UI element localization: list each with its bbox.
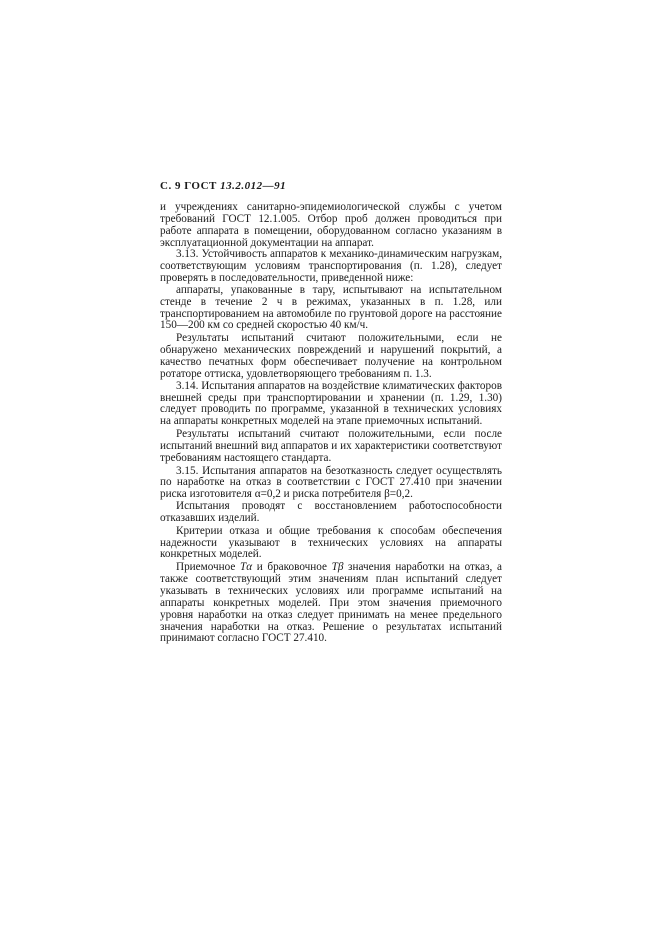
paragraph-failure-criteria: Критерии отказа и общие требования к способам обеспечения надежности указывают в технических условиях на аппараты конкретных моделей. [160,524,502,561]
document-body [160,202,502,645]
paragraph-3-14-results: Результаты испытаний считают положительными, если после испытаний внешний вид аппаратов и их характеристики соответствуют требованиям настоящего стандарта. [160,428,502,464]
mtbf-text-2: и браковочное [252,561,332,574]
paragraph-3-13-results: Результаты испытаний считают положительными, если не обнаружено механических повреждений и нарушений покрытий, а качество печатных форм обеспечивает получение на контрольном ротаторе оттиска, удовлетворяющего требованиям п. 1.3. [160,332,502,380]
paragraph-3-13-procedure: аппараты, упакованные в тару, испытывают на испытательном стенде в течение 2 ч в режимах, указанных в п. 1.28, или транспортированием на автомобиле по грунтовой дороге на расстояние 150—200 км со средней скоростью 40 км/ч. [160,283,502,332]
paragraph-3-14: 3.14. Испытания аппаратов на воздействие климатических факторов внешней среды при транспортировании и хранении (п. 1.29, 1.30) следует проводить по программе, указанной в технических условиях на аппараты конкретных моделей на этапе приемочных испытаний. [160,379,502,428]
paragraph-3-13: 3.13. Устойчивость аппаратов к механико-динамическим нагрузкам, соответствующим условиям транспортирования (п. 1.28), следует проверять в последовательности, приведенной ниже: [160,248,502,285]
t-beta-symbol: Tβ [331,561,344,574]
paragraph-3-15: 3.15. Испытания аппаратов на безотказность следует осуществлять по наработке на отказ в соответствии с ГОСТ 27.410 при значении риска изготовителя α=0,2 и риска потребителя β=0,2. [160,464,502,501]
page-header-prefix: С. 9 ГОСТ [160,180,217,192]
paragraph-3-15-recovery: Испытания проводят с восстановлением работоспособности отказавших изделий. [160,500,502,524]
mtbf-text-1: Приемочное [176,561,240,574]
page-header [160,180,286,192]
page-header-standard: 13.2.012—91 [220,180,287,192]
mtbf-text-3: значения наработки на отказ, а также соответствующий этим значениям план испытаний следует указывать в технических условиях или программе испытаний на аппараты конкретных моделей. При этом значения приемочного уровня наработки на отказ следует принимать на менее предельного значения наработки на отказ. Решение о результатах испытаний принимают согласно ГОСТ 27.410. [160,561,502,645]
t-alpha-symbol: Tα [239,561,253,574]
paragraph-continuation: и учреждениях санитарно-эпидемиологической службы с учетом требований ГОСТ 12.1.005. Отбор проб должен проводиться при работе аппарата в помещении, оборудованном согласно указаниям в эксплуатационной документации на аппарат. [160,201,502,249]
paragraph-mtbf-values [160,562,502,645]
